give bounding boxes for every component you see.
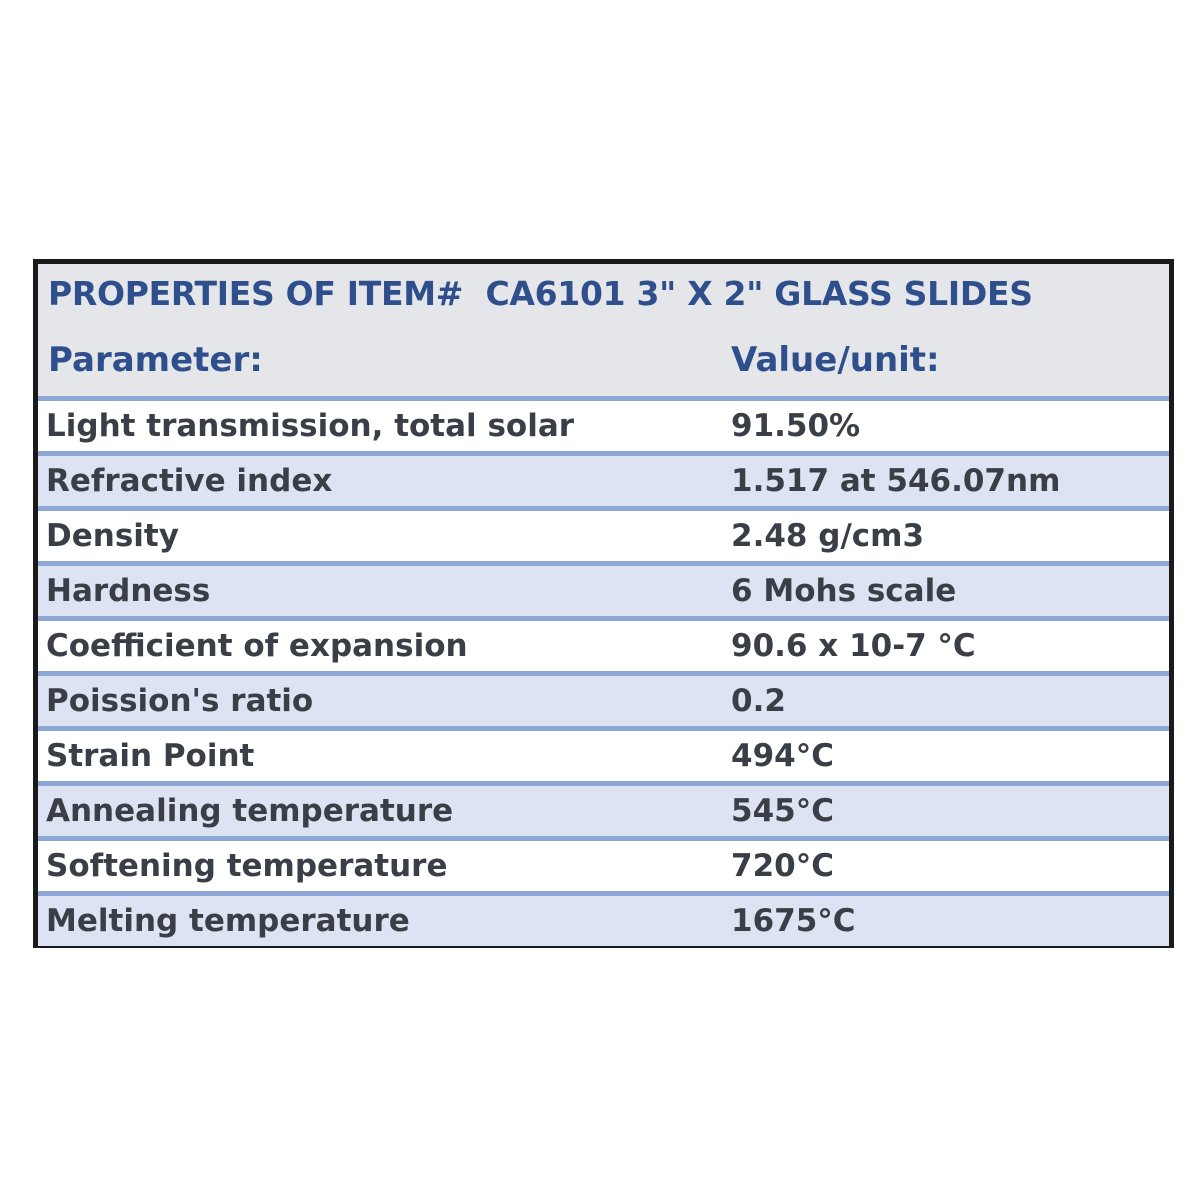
- table-row: [38, 506, 1169, 561]
- table-header: [38, 264, 1169, 396]
- column-header-parameter: Parameter:: [48, 340, 263, 380]
- table-row: [38, 671, 1169, 726]
- value-cell: 90.6 x 10-7 °C: [731, 628, 976, 664]
- parameter-cell: Coefficient of expansion: [46, 628, 468, 664]
- table-row: [38, 891, 1169, 946]
- table-title: PROPERTIES OF ITEM# CA6101 3" X 2" GLASS SLIDES: [48, 274, 1033, 313]
- table-row: [38, 396, 1169, 451]
- value-cell: 494°C: [731, 738, 834, 774]
- table-row: [38, 781, 1169, 836]
- column-header-value: Value/unit:: [731, 340, 940, 380]
- parameter-cell: Strain Point: [46, 738, 255, 774]
- table-body: [38, 396, 1169, 946]
- value-cell: 2.48 g/cm3: [731, 518, 925, 554]
- table-row: [38, 616, 1169, 671]
- parameter-cell: Light transmission, total solar: [46, 408, 575, 444]
- parameter-cell: Melting temperature: [46, 903, 410, 939]
- parameter-cell: Refractive index: [46, 463, 333, 499]
- value-cell: 1675°C: [731, 903, 856, 939]
- table-row: [38, 451, 1169, 506]
- table-row: [38, 836, 1169, 891]
- table-row: [38, 561, 1169, 616]
- value-cell: 1.517 at 546.07nm: [731, 463, 1061, 499]
- parameter-cell: Density: [46, 518, 179, 554]
- value-cell: 91.50%: [731, 408, 861, 444]
- value-cell: 6 Mohs scale: [731, 573, 957, 609]
- value-cell: 0.2: [731, 683, 786, 719]
- value-cell: 545°C: [731, 793, 834, 829]
- properties-table: [33, 259, 1174, 948]
- value-cell: 720°C: [731, 848, 834, 884]
- parameter-cell: Hardness: [46, 573, 211, 609]
- table-row: [38, 726, 1169, 781]
- parameter-cell: Annealing temperature: [46, 793, 454, 829]
- parameter-cell: Poission's ratio: [46, 683, 314, 719]
- parameter-cell: Softening temperature: [46, 848, 448, 884]
